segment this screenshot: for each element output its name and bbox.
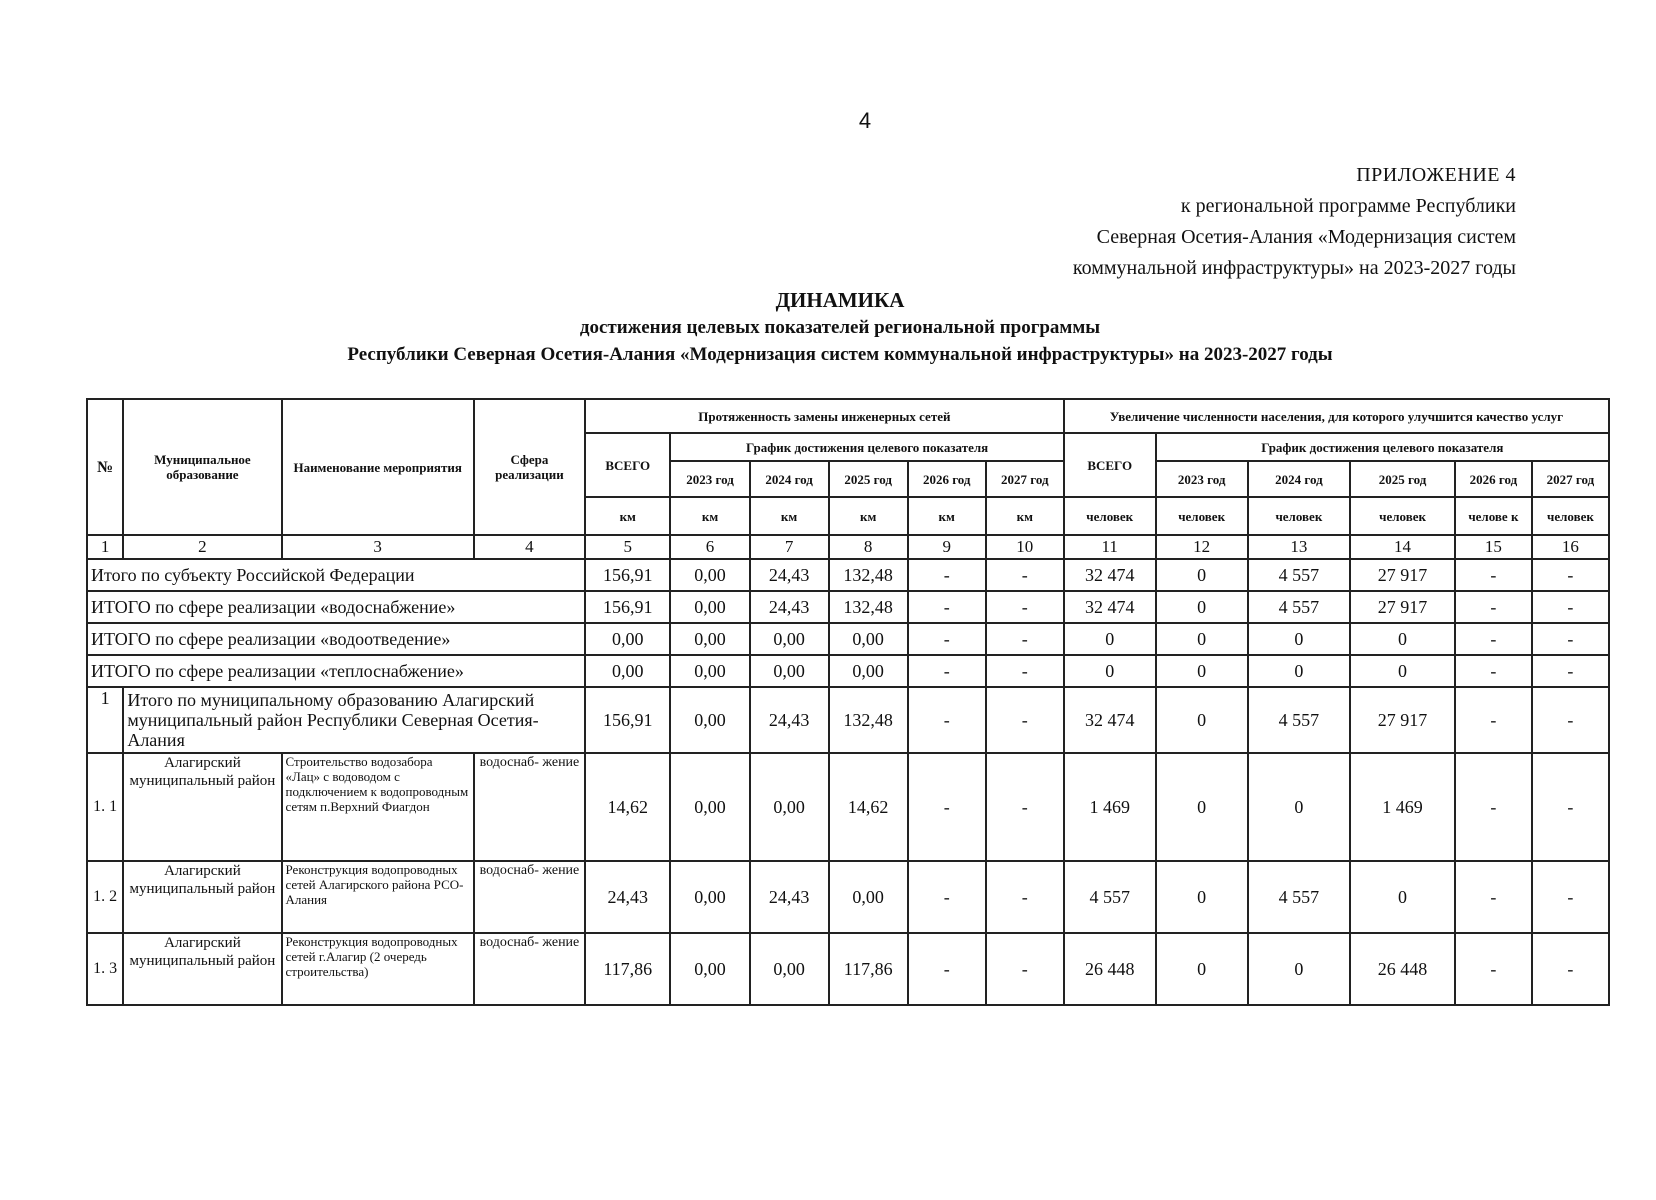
row-label: ИТОГО по сфере реализации «теплоснабжение» [87, 655, 585, 687]
table-cell: 4 557 [1064, 861, 1156, 933]
column-number: 15 [1455, 535, 1532, 559]
table-cell: 1 469 [1350, 753, 1455, 861]
table-cell: - [1455, 591, 1532, 623]
row-number: 1. 1 [87, 753, 123, 861]
header-net-schedule: График достижения целевого показателя [670, 433, 1063, 461]
table-cell: - [908, 861, 986, 933]
table-cell: 0,00 [670, 623, 749, 655]
table-cell: 0,00 [750, 623, 829, 655]
indicators-table [86, 398, 1610, 1006]
table-cell: 0 [1350, 623, 1455, 655]
table-cell: - [1532, 655, 1609, 687]
table-cell: - [1532, 753, 1609, 861]
table-cell: - [986, 655, 1064, 687]
table-cell: 0,00 [670, 753, 749, 861]
unit-people: человек [1156, 497, 1248, 535]
column-number: 11 [1064, 535, 1156, 559]
table-cell: - [1455, 753, 1532, 861]
unit-people: челове к [1455, 497, 1532, 535]
row-label: ИТОГО по сфере реализации «водоснабжение» [87, 591, 585, 623]
unit-people: человек [1532, 497, 1609, 535]
header-pop-year: 2026 год [1455, 461, 1532, 497]
table-cell: - [908, 687, 986, 753]
header-pop-year: 2025 год [1350, 461, 1455, 497]
table-cell: 0 [1248, 933, 1351, 1005]
header-pop-year: 2024 год [1248, 461, 1351, 497]
column-number: 13 [1248, 535, 1351, 559]
table-cell: 32 474 [1064, 687, 1156, 753]
table-cell: 24,43 [585, 861, 670, 933]
table-cell: - [1532, 559, 1609, 591]
table-cell: - [908, 655, 986, 687]
table-cell: 0,00 [670, 591, 749, 623]
table-cell: 156,91 [585, 559, 670, 591]
table-cell: 0 [1248, 753, 1351, 861]
sphere-cell: водоснаб- жение [474, 933, 585, 1005]
header-net-total: ВСЕГО [585, 433, 670, 497]
sphere-cell: водоснаб- жение [474, 753, 585, 861]
table-cell: - [1455, 559, 1532, 591]
column-number: 12 [1156, 535, 1248, 559]
table-cell: - [1532, 623, 1609, 655]
table-cell: 0 [1156, 591, 1248, 623]
header-net-year: 2023 год [670, 461, 749, 497]
table-cell: 132,48 [829, 591, 908, 623]
header-measure: Наименование мероприятия [282, 399, 474, 535]
column-number: 6 [670, 535, 749, 559]
table-cell: 27 917 [1350, 591, 1455, 623]
table-cell: 0,00 [829, 623, 908, 655]
table-cell: 26 448 [1064, 933, 1156, 1005]
table-cell: 0 [1350, 655, 1455, 687]
table-cell: - [1532, 861, 1609, 933]
table-row [87, 861, 1609, 933]
table-cell: 14,62 [829, 753, 908, 861]
appendix-line: коммунальной инфраструктуры» на 2023-2027 годы [1072, 257, 1516, 279]
row-number: 1. 3 [87, 933, 123, 1005]
municipality-cell: Алагирский муниципальный район [123, 753, 281, 861]
appendix-block [1073, 160, 1516, 284]
header-pop-year: 2023 год [1156, 461, 1248, 497]
table-cell: 32 474 [1064, 591, 1156, 623]
table-row [87, 753, 1609, 861]
header-pop-year: 2027 год [1532, 461, 1609, 497]
table-cell: - [986, 753, 1064, 861]
table-cell: - [1532, 591, 1609, 623]
municipality-cell: Алагирский муниципальный район [123, 861, 281, 933]
table-cell: 0,00 [750, 933, 829, 1005]
table-cell: 0,00 [670, 933, 749, 1005]
column-number: 14 [1350, 535, 1455, 559]
table-cell: 24,43 [750, 687, 829, 753]
table-cell: 0,00 [829, 861, 908, 933]
table-cell: 24,43 [750, 559, 829, 591]
header-sphere: Сфера реализации [474, 399, 585, 535]
header-no: № [87, 399, 123, 535]
column-number: 7 [750, 535, 829, 559]
header-population-group: Увеличение численности населения, для которого улучшится качество услуг [1064, 399, 1609, 433]
table-cell: 0 [1156, 933, 1248, 1005]
table-cell: 4 557 [1248, 687, 1351, 753]
header-pop-schedule: График достижения целевого показателя [1156, 433, 1609, 461]
header-pop-total: ВСЕГО [1064, 433, 1156, 497]
appendix-line: Северная Осетия-Алания «Модернизация систем [1096, 226, 1516, 248]
table-cell: - [908, 623, 986, 655]
table-cell: 0,00 [585, 623, 670, 655]
table-cell: - [986, 591, 1064, 623]
sphere-cell: водоснаб- жение [474, 861, 585, 933]
table-cell: 156,91 [585, 591, 670, 623]
header-net-year: 2027 год [986, 461, 1064, 497]
document-heading [80, 286, 1600, 368]
table-cell: 132,48 [829, 559, 908, 591]
table-row [87, 623, 1609, 655]
table-cell: 0,00 [585, 655, 670, 687]
table-cell: 117,86 [829, 933, 908, 1005]
table-cell: 0,00 [670, 687, 749, 753]
unit-people: человек [1350, 497, 1455, 535]
table-cell: - [1455, 933, 1532, 1005]
measure-cell: Реконструкция водопроводных сетей Алагирского района РСО-Алания [282, 861, 474, 933]
table-cell: 27 917 [1350, 559, 1455, 591]
table-cell: - [1455, 861, 1532, 933]
document-subtitle: достижения целевых показателей региональной программы [579, 317, 1101, 338]
column-number: 3 [282, 535, 474, 559]
table-row [87, 687, 1609, 753]
table-cell: 0 [1350, 861, 1455, 933]
unit-km: км [908, 497, 986, 535]
table-cell: - [908, 933, 986, 1005]
header-net-year: 2026 год [908, 461, 986, 497]
table-cell: - [1455, 687, 1532, 753]
column-number: 8 [829, 535, 908, 559]
column-number: 10 [986, 535, 1064, 559]
table-cell: 0 [1064, 623, 1156, 655]
table-cell: - [908, 559, 986, 591]
unit-people: человек [1248, 497, 1351, 535]
appendix-line: к региональной программе Республики [1180, 195, 1516, 217]
table-cell: 32 474 [1064, 559, 1156, 591]
unit-people: человек [1064, 497, 1156, 535]
measure-cell: Реконструкция водопроводных сетей г.Алагир (2 очередь строительства) [282, 933, 474, 1005]
table-cell: 117,86 [585, 933, 670, 1005]
column-number: 2 [123, 535, 281, 559]
table-cell: 0,00 [750, 753, 829, 861]
table-cell: 0,00 [670, 655, 749, 687]
table-cell: 0 [1064, 655, 1156, 687]
municipality-cell: Алагирский муниципальный район [123, 933, 281, 1005]
unit-km: км [670, 497, 749, 535]
table-cell: 0 [1248, 623, 1351, 655]
table-cell: - [908, 753, 986, 861]
table-row [87, 559, 1609, 591]
table-row [87, 655, 1609, 687]
header-net-year: 2024 год [750, 461, 829, 497]
table-cell: - [1455, 623, 1532, 655]
row-label: Итого по муниципальному образованию Алагирский муниципальный район Республики Северная Осетия-Алания [123, 687, 585, 753]
table-cell: 0,00 [670, 559, 749, 591]
row-label: ИТОГО по сфере реализации «водоотведение» [87, 623, 585, 655]
table-cell: 24,43 [750, 591, 829, 623]
header-municipality: Муниципальное образование [123, 399, 281, 535]
table-cell: - [986, 559, 1064, 591]
unit-km: км [585, 497, 670, 535]
measure-cell: Строительство водозабора «Лац» с водоводом с подключением к водопроводным сетям п.Верхний Фиагдон [282, 753, 474, 861]
table-cell: 156,91 [585, 687, 670, 753]
table-cell: 0,00 [750, 655, 829, 687]
table-cell: 24,43 [750, 861, 829, 933]
table-cell: 14,62 [585, 753, 670, 861]
table-cell: 1 469 [1064, 753, 1156, 861]
unit-km: км [829, 497, 908, 535]
table-row [87, 933, 1609, 1005]
table-cell: - [1455, 655, 1532, 687]
table-cell: 4 557 [1248, 591, 1351, 623]
table-cell: 0 [1156, 623, 1248, 655]
unit-km: км [986, 497, 1064, 535]
table-row [87, 591, 1609, 623]
table-cell: - [986, 861, 1064, 933]
document-title: ДИНАМИКА [775, 288, 905, 312]
table-cell: - [1532, 687, 1609, 753]
table-cell: 26 448 [1350, 933, 1455, 1005]
table-cell: - [986, 687, 1064, 753]
table-cell: 27 917 [1350, 687, 1455, 753]
table-cell: - [986, 933, 1064, 1005]
row-number: 1 [87, 687, 123, 753]
column-number: 1 [87, 535, 123, 559]
column-number: 5 [585, 535, 670, 559]
page-number: 4 [858, 108, 872, 133]
table-cell: 132,48 [829, 687, 908, 753]
table-cell: 0,00 [829, 655, 908, 687]
row-label: Итого по субъекту Российской Федерации [87, 559, 585, 591]
document-subtitle: Республики Северная Осетия-Алания «Модернизация систем коммунальной инфраструктуры» на 2023-2027 годы [347, 344, 1333, 365]
table-cell: - [908, 591, 986, 623]
table-cell: - [986, 623, 1064, 655]
column-number: 4 [474, 535, 585, 559]
column-number: 16 [1532, 535, 1609, 559]
table-cell: 0 [1248, 655, 1351, 687]
header-networks-group: Протяженность замены инженерных сетей [585, 399, 1064, 433]
table-cell: 0 [1156, 655, 1248, 687]
table-cell: 4 557 [1248, 559, 1351, 591]
table-cell: - [1532, 933, 1609, 1005]
table-cell: 0 [1156, 687, 1248, 753]
table-cell: 4 557 [1248, 861, 1351, 933]
column-number: 9 [908, 535, 986, 559]
appendix-title: ПРИЛОЖЕНИЕ 4 [1356, 164, 1516, 186]
table-cell: 0 [1156, 861, 1248, 933]
unit-km: км [750, 497, 829, 535]
header-net-year: 2025 год [829, 461, 908, 497]
row-number: 1. 2 [87, 861, 123, 933]
table-cell: 0 [1156, 559, 1248, 591]
table-cell: 0 [1156, 753, 1248, 861]
table-cell: 0,00 [670, 861, 749, 933]
